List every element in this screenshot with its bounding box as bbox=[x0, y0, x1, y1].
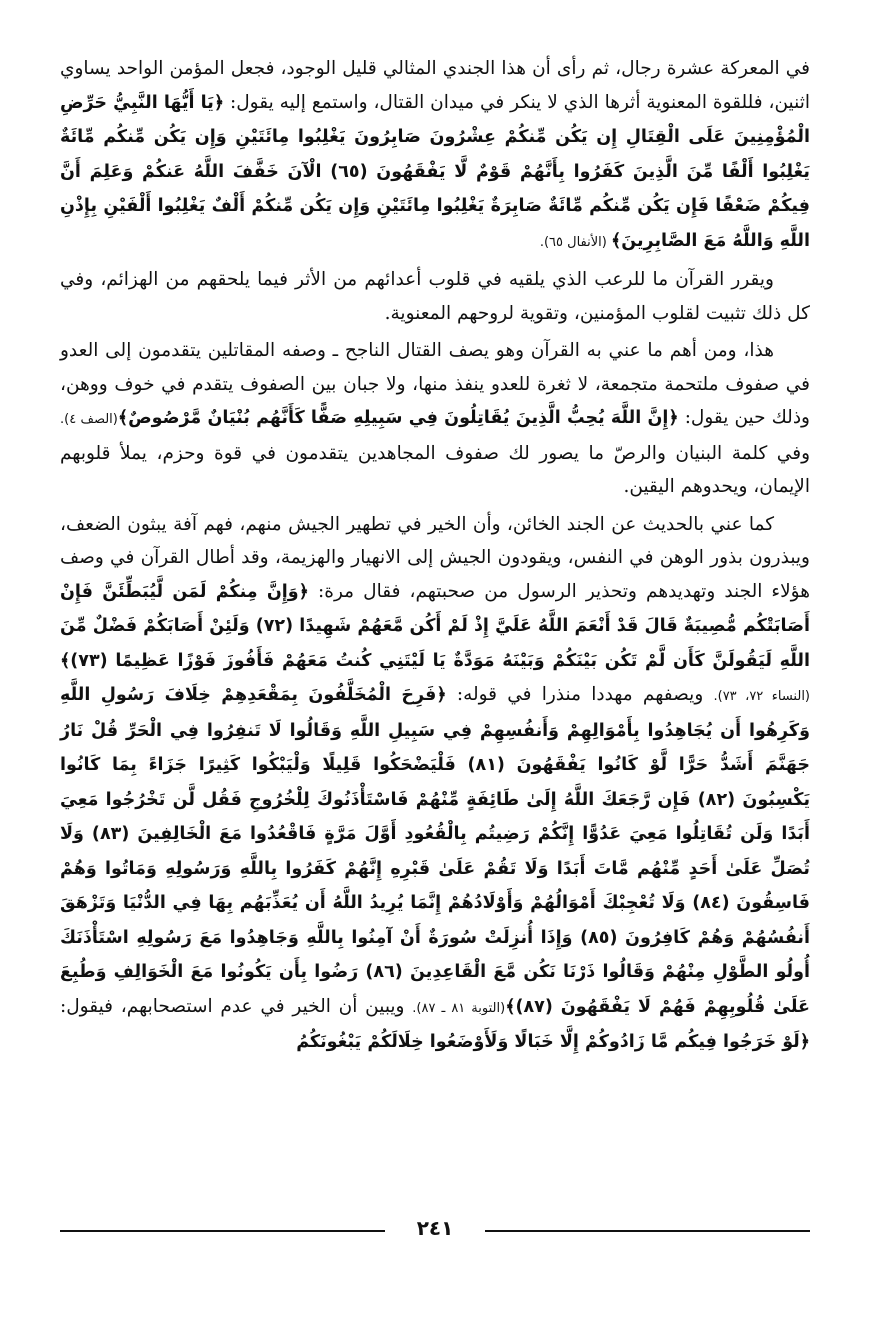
quran-verse: ﴿إِنَّ اللَّهَ يُحِبُّ الَّذِينَ يُقَاتِلُونَ فِي سَبِيلِهِ صَفًّا كَأَنَّهُم بُنْيَانٌ مَّرْصُوصٌ﴾ bbox=[117, 408, 679, 428]
page-number: ٢٤١ bbox=[416, 1216, 454, 1240]
page-body bbox=[60, 52, 810, 1064]
quran-verse: ﴿فَرِحَ الْمُخَلَّفُونَ بِمَقْعَدِهِمْ خِلَافَ رَسُولِ اللَّهِ وَكَرِهُوا أَن يُجَاهِدُوا بِأَمْوَالِهِمْ وَأَنفُسِهِمْ فِي سَبِيلِ اللَّهِ وَقَالُوا لَا تَنفِرُوا فِي الْحَرِّ قُلْ نَارُ جَهَنَّمَ أَشَدُّ حَرًّا لَّوْ كَانُوا يَفْقَهُونَ (٨١) فَلْيَضْحَكُوا قَلِيلًا وَلْيَبْكُوا كَثِيرًا جَزَاءً بِمَا كَانُوا يَكْسِبُونَ (٨٢) فَإِن رَّجَعَكَ اللَّهُ إِلَىٰ طَائِفَةٍ مِّنْهُمْ فَاسْتَأْذَنُوكَ لِلْخُرُوجِ فَقُل لَّن تَخْرُجُوا مَعِيَ أَبَدًا وَلَن تُقَاتِلُوا مَعِيَ عَدُوًّا إِنَّكُمْ رَضِيتُم بِالْقُعُودِ أَوَّلَ مَرَّةٍ فَاقْعُدُوا مَعَ الْخَالِفِينَ (٨٣) وَلَا تُصَلِّ عَلَىٰ أَحَدٍ مِّنْهُم مَّاتَ أَبَدًا وَلَا تَقُمْ عَلَىٰ قَبْرِهِ إِنَّهُمْ كَفَرُوا بِاللَّهِ وَرَسُولِهِ وَمَاتُوا وَهُمْ فَاسِقُونَ (٨٤) وَلَا تُعْجِبْكَ أَمْوَالُهُمْ وَأَوْلَادُهُمْ إِنَّمَا يُرِيدُ اللَّهُ أَن يُعَذِّبَهُم بِهَا فِي الدُّنْيَا وَتَزْهَقَ أَنفُسُهُمْ وَهُمْ كَافِرُونَ (٨٥) وَإِذَا أُنزِلَتْ سُورَةٌ أَنْ آمِنُوا بِاللَّهِ وَجَاهِدُوا مَعَ رَسُولِهِ اسْتَأْذَنَكَ أُولُو الطَّوْلِ مِنْهُمْ وَقَالُوا ذَرْنَا نَكُن مَّعَ الْقَاعِدِينَ (٨٦) رَضُوا بِأَن يَكُونُوا مَعَ الْخَوَالِفِ وَطُبِعَ عَلَىٰ قُلُوبِهِمْ فَهُمْ لَا يَفْقَهُونَ (٨٧)﴾ bbox=[60, 685, 811, 1017]
footer-rule-left bbox=[60, 1230, 385, 1232]
quran-verse: ﴿لَوْ خَرَجُوا فِيكُم مَّا زَادُوكُمْ إِلَّا خَبَالًا وَلَأَوْضَعُوا خِلَالَكُمْ يَبْغُونَكُمُ bbox=[296, 1032, 810, 1052]
verse-citation: (النساء ٧٢، ٧٣). bbox=[713, 689, 810, 704]
verse-citation: (الصف ٤). bbox=[60, 412, 118, 427]
paragraph-4 bbox=[60, 508, 810, 1060]
body-text: كما عني بالحديث عن الجند الخائن، وأن الخير في تطهير الجيش منهم، فهم آفة يبثون الضعف، ويبذرون بذور الوهن في النفس، ويقودون الجيش إلى الانهيار والهزيمة، وقد أطال القرآن في وصف هؤلاء الجند وتهديدهم وتحذير الرسول من صحبتهم، فقال مرة: bbox=[60, 513, 810, 602]
verse-citation: (التوبة ٨١ ـ ٨٧). bbox=[412, 1000, 506, 1016]
body-text: وفي كلمة البنيان والرصّ ما يصور لك صفوف المجاهدين يتقدمون في قوة وحزم، يملأ قلوبهم الإيمان، ويحدوهم اليقين. bbox=[60, 442, 810, 497]
paragraph-2 bbox=[60, 263, 810, 330]
body-text: ويقرر القرآن ما للرعب الذي يلقيه في قلوب أعدائهم من الأثر فيما يلحقهم من الهزائم، وفي كل ذلك تثبيت لقلوب المؤمنين، وتقوية لروحهم المعنوية. bbox=[60, 269, 810, 324]
paragraph-1 bbox=[60, 52, 810, 259]
body-text: في المعركة عشرة رجال، ثم رأى أن هذا الجندي المثالي قليل الوجود، فجعل المؤمن الواحد يساوي اثنين، فللقوة المعنوية أثرها الذي لا ينكر في ميدان القتال، واستمع إليه يقول: bbox=[60, 58, 811, 113]
quran-verse: ﴿وَإِنَّ مِنكُمْ لَمَن لَّيُبَطِّئَنَّ فَإِنْ أَصَابَتْكُم مُّصِيبَةٌ قَالَ قَدْ أَنْعَمَ اللَّهُ عَلَيَّ إِذْ لَمْ أَكُن مَّعَهُمْ شَهِيدًا (٧٢) وَلَئِنْ أَصَابَكُمْ فَضْلٌ مِّنَ اللَّهِ لَيَقُولَنَّ كَأَن لَّمْ تَكُن بَيْنَكُمْ وَبَيْنَهُ مَوَدَّةٌ يَا لَيْتَنِي كُنتُ مَعَهُمْ فَأَفُوزَ فَوْزًا عَظِيمًا (٧٣)﴾ bbox=[60, 581, 810, 671]
page-footer bbox=[60, 1216, 810, 1252]
verse-citation: (الأنفال ٦٥). bbox=[539, 234, 611, 250]
paragraph-3 bbox=[60, 334, 810, 504]
body-text: ويبين أن الخير في عدم استصحابهم، فيقول: bbox=[60, 995, 413, 1017]
body-text: هذا، ومن أهم ما عني به القرآن وهو يصف القتال الناجح ـ وصفه المقاتلين يتقدمون إلى العدو في صفوف ملتحمة متجمعة، لا ثغرة للعدو ينفذ منها، ولا جبان بين الصفوف يتقدم في خوف ووهن، وذلك حين يقول: bbox=[60, 340, 810, 428]
quran-verse: ﴿يَا أَيُّهَا النَّبِيُّ حَرِّضِ الْمُؤْمِنِينَ عَلَى الْقِتَالِ إِن يَكُن مِّنكُمْ عِشْرُونَ صَابِرُونَ يَغْلِبُوا مِائَتَيْنِ وَإِن يَكُن مِّنكُم مِّائَةٌ يَغْلِبُوا أَلْفًا مِّنَ الَّذِينَ كَفَرُوا بِأَنَّهُمْ قَوْمٌ لَّا يَفْقَهُونَ (٦٥) الْآنَ خَفَّفَ اللَّهُ عَنكُمْ وَعَلِمَ أَنَّ فِيكُمْ ضَعْفًا فَإِن يَكُن مِّنكُم مِّائَةٌ صَابِرَةٌ يَغْلِبُوا مِائَتَيْنِ وَإِن يَكُن مِّنكُمْ أَلْفٌ يَغْلِبُوا أَلْفَيْنِ بِإِذْنِ اللَّهِ وَاللَّهُ مَعَ الصَّابِرِينَ﴾ bbox=[60, 92, 811, 251]
body-text: ويصفهم مهددا منذرا في قوله: bbox=[446, 684, 714, 705]
